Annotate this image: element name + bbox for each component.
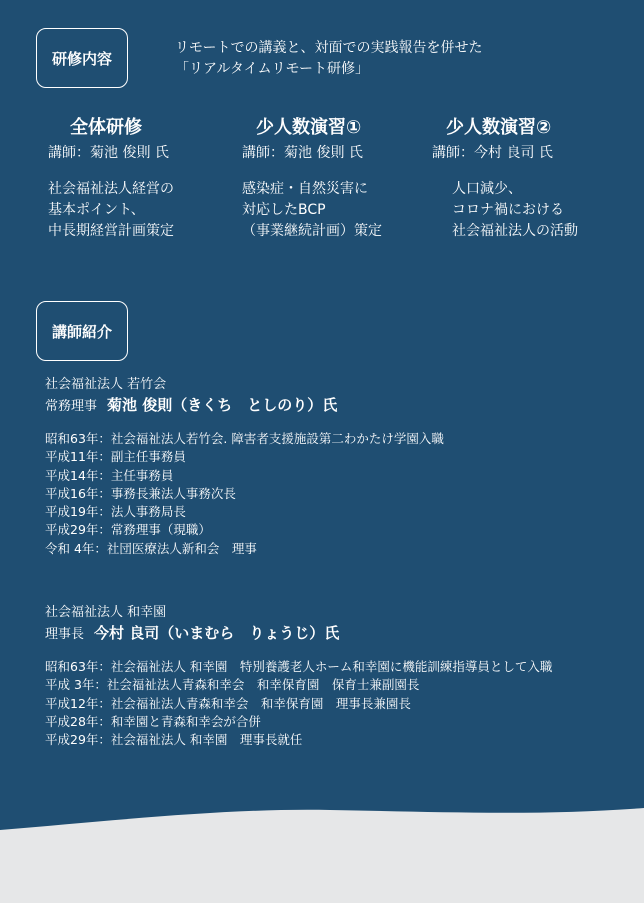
course-column-seminar-2 [432,116,578,242]
course-instructor: 講師：菊池 俊則 氏 [242,145,363,161]
profile-history [45,430,444,558]
course-description-line: 対応したBCP [242,202,326,218]
course-description [48,179,174,242]
course-description-line: 人口減少、 [452,181,522,197]
profile-org: 社会福祉法人 和幸園 [45,605,167,620]
course-description [452,179,578,242]
profile-org: 社会福祉法人 若竹会 [45,377,167,392]
history-item: 令和 4年：社団医療法人新和会 理事 [45,540,257,556]
intro-line: リモートでの講義と、対面での実践報告を併せた [175,40,483,56]
section-tag-instructors: 講師紹介 [36,301,128,361]
history-item: 平成29年：常務理事（現職） [45,522,211,538]
profile-name: 菊池 俊則（きくち としのり）氏 [107,396,338,414]
history-item: 平成29年：社会福祉法人 和幸園 理事長就任 [45,732,303,748]
course-description-line: 感染症・自然災害に [242,181,368,197]
footer-wave [0,790,644,903]
profile-position: 理事長 [45,627,85,642]
course-description-line: （事業継続計画）策定 [242,223,382,239]
course-description-line: 基本ポイント、 [48,202,145,218]
course-column-general [48,116,174,242]
history-item: 平成12年：社会福祉法人青森和幸会 和幸保育園 理事長兼園長 [45,695,411,711]
instructor-profile-kikuchi [45,376,444,558]
course-title: 少人数演習① [256,117,362,138]
history-item: 平成19年：法人事務局長 [45,504,186,520]
course-instructor: 講師：菊池 俊則 氏 [48,145,169,161]
course-description-line: 社会福祉法人経営の [48,181,174,197]
history-item: 平成 3年：社会福祉法人青森和幸会 和幸保育園 保育士兼副園長 [45,677,420,693]
profile-history [45,658,552,749]
course-instructor: 講師：今村 良司 氏 [432,145,553,161]
course-description-line: コロナ禍における [452,202,564,218]
intro-line: 「リアルタイムリモート研修」 [175,61,370,77]
profile-name: 今村 良司（いまむら りょうじ）氏 [94,624,340,642]
history-item: 昭和63年：社会福祉法人若竹会. 障害者支援施設第二わかたけ学園入職 [45,431,444,446]
instructor-profile-imamura [45,604,552,749]
history-item: 平成14年：主任事務員 [45,467,174,483]
profile-position: 常務理事 [45,399,98,414]
profile-name-line [45,622,552,646]
course-title: 全体研修 [70,117,142,138]
history-item: 昭和63年：社会福祉法人 和幸園 特別養護老人ホーム和幸園に機能訓練指導員として入職 [45,659,553,674]
course-description-line: 中長期経営計画策定 [48,223,174,239]
section-tag-course-content: 研修内容 [36,28,128,88]
history-item: 平成28年：和幸園と青森和幸会が合併 [45,713,261,729]
course-title: 少人数演習② [446,117,552,138]
footer-wave-shape [0,808,644,903]
intro-text [175,38,482,80]
course-description [242,179,382,242]
history-item: 平成11年：副主任事務員 [45,449,186,465]
course-column-seminar-1 [242,116,382,242]
course-description-line: 社会福祉法人の活動 [452,223,578,239]
history-item: 平成16年：事務長兼法人事務次長 [45,485,236,501]
profile-name-line [45,394,444,418]
